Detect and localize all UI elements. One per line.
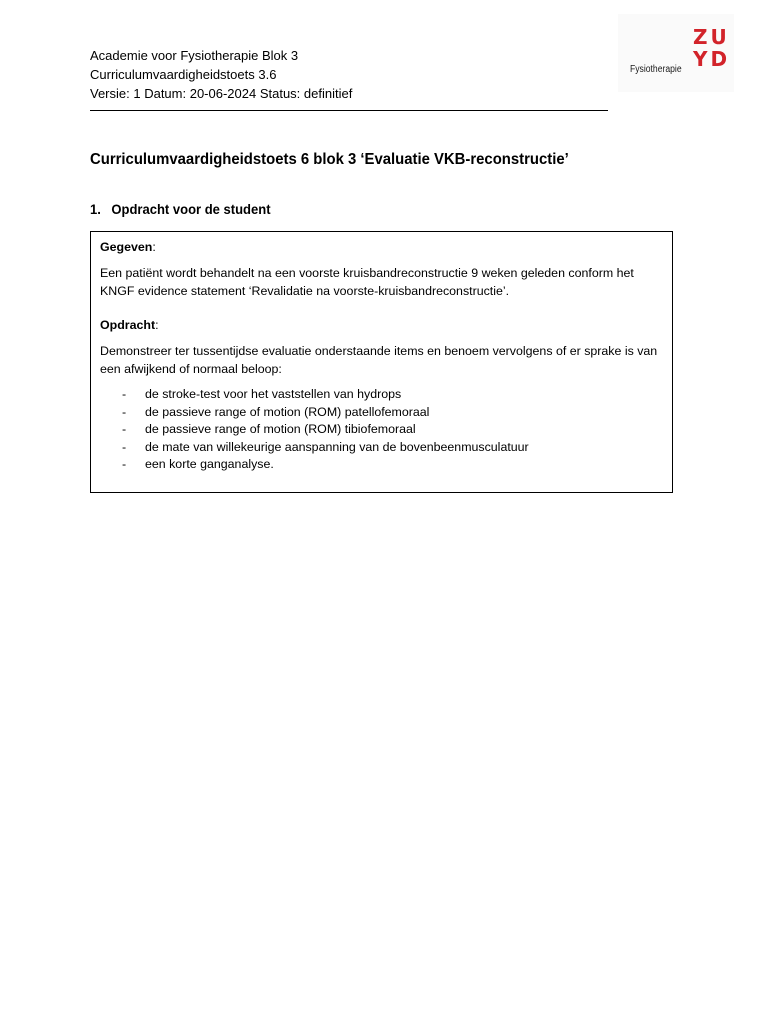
logo-subtitle: Fysiotherapie [630, 64, 682, 75]
list-item [100, 404, 665, 422]
bullet-dash: - [122, 457, 127, 471]
bullet-dash: - [122, 387, 127, 401]
list-item [100, 439, 665, 457]
task-items-list [100, 386, 665, 474]
list-item-text: de mate van willekeurige aanspanning van de bovenbeenmusculatuur [145, 439, 529, 454]
given-label [100, 238, 665, 256]
bullet-dash: - [122, 404, 127, 419]
header-divider [90, 110, 608, 111]
assignment-box [90, 231, 673, 493]
header-version-info: Versie: 1 Datum: 20-06-2024 Status: definitief [90, 86, 353, 101]
given-text: Een patiënt wordt behandelt na een voorste kruisbandreconstructie 9 weken geleden conform het KNGF evidence statement ‘Revalidatie na voorste-kruisbandreconstructie’. [100, 266, 634, 298]
logo-mark-line2: YD [693, 47, 731, 71]
bullet-dash: - [122, 439, 127, 454]
given-label-colon: : [152, 240, 156, 254]
document-header [90, 46, 610, 111]
bullet-dash: - [122, 422, 127, 436]
task-text: Demonstreer ter tussentijdse evaluatie onderstaande items en benoem vervolgens of er sprake is van een afwijkend of normaal beloop: [100, 344, 658, 376]
list-item-text: de stroke-test voor het vaststellen van hydrops [145, 387, 402, 401]
list-item-text: de passieve range of motion (ROM) patellofemoraal [145, 404, 430, 419]
list-item [100, 386, 665, 404]
task-label-colon: : [155, 318, 159, 332]
logo-mark-line1: ZU [693, 25, 730, 49]
document-title: Curriculumvaardigheidstoets 6 blok 3 ‘Evaluatie VKB-reconstructie’ [90, 151, 569, 168]
task-label [100, 316, 665, 334]
logo-mark [693, 26, 729, 70]
given-label-text: Gegeven [100, 240, 153, 254]
list-item-text: de passieve range of motion (ROM) tibiofemoraal [145, 422, 416, 436]
list-item-text: een korte ganganalyse. [145, 457, 274, 471]
list-item [100, 421, 665, 439]
assignment-content [100, 238, 665, 474]
section-number: 1. [90, 201, 101, 217]
list-item [100, 456, 665, 474]
task-label-text: Opdracht [100, 318, 156, 332]
section-title: Opdracht voor de student [111, 201, 271, 217]
header-academy: Academie voor Fysiotherapie Blok 3 [90, 48, 299, 63]
header-test-name: Curriculumvaardigheidstoets 3.6 [90, 67, 277, 82]
section-heading [90, 201, 271, 217]
zuyd-logo [618, 14, 734, 92]
